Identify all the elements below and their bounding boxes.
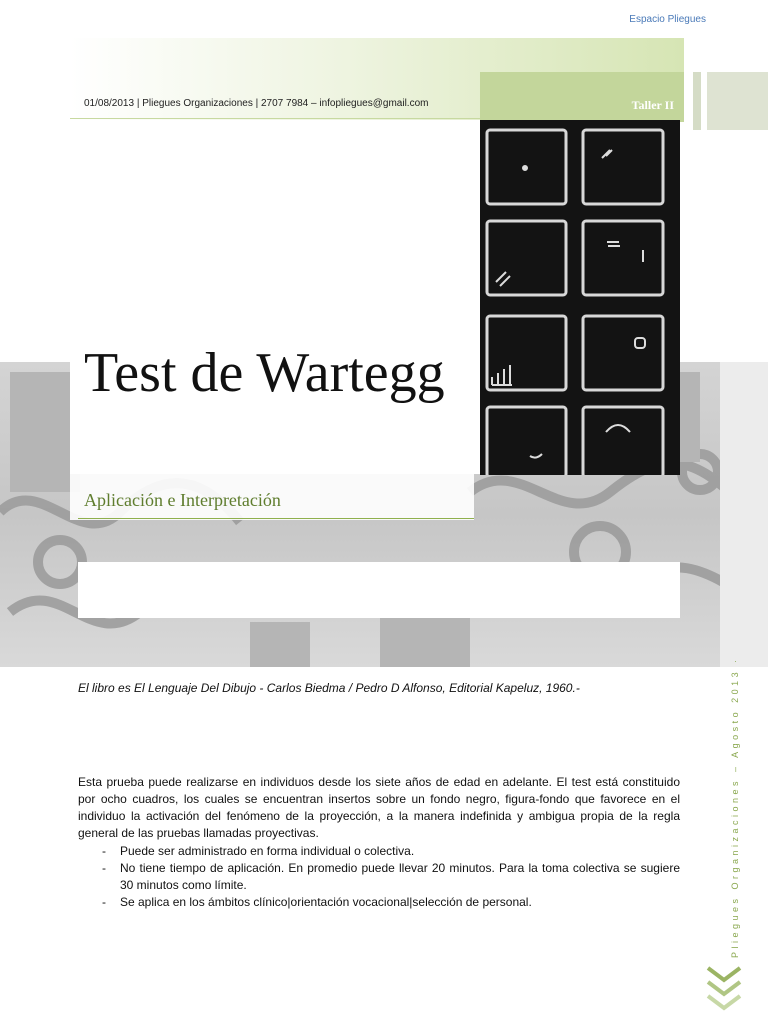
list-item <box>78 860 680 894</box>
list-item-marker: - <box>102 895 106 909</box>
bullet-list <box>78 843 680 911</box>
header-meta-line: 01/08/2013 | Pliegues Organizaciones | 2707 7984 – infopliegues@gmail.com <box>84 98 429 109</box>
list-item-marker: - <box>102 844 106 858</box>
side-caption-text: Pliegues Organizaciones – Agosto 2013 <box>730 668 740 958</box>
subtitle-divider <box>78 518 474 519</box>
page-subtitle: Aplicación e Interpretación <box>84 490 281 510</box>
workshop-badge: Taller II <box>631 98 674 112</box>
list-item <box>78 843 680 860</box>
page-title: Test de Wartegg <box>84 342 445 404</box>
list-item <box>78 894 680 911</box>
list-item-text: Se aplica en los ámbitos clínico|orientación vocacional|selección de personal. <box>120 895 532 909</box>
decorative-block <box>707 72 768 130</box>
site-name: Espacio Pliegues <box>629 14 706 25</box>
side-caption-end: · <box>730 656 740 663</box>
decorative-bar <box>693 72 701 130</box>
wartegg-test-image <box>480 120 680 475</box>
list-item-text: Puede ser administrado en forma individual o colectiva. <box>120 844 415 858</box>
list-item-marker: - <box>102 861 106 875</box>
blank-card <box>78 562 680 618</box>
side-caption <box>730 656 740 958</box>
header-divider <box>70 118 480 119</box>
book-reference: El libro es El Lenguaje Del Dibujo - Carlos Biedma / Pedro D Alfonso, Editorial Kapeluz, 1960.- <box>78 681 580 695</box>
list-item-text: No tiene tiempo de aplicación. En promedio puede llevar 20 minutos. Para la toma colectiva se sugiere 30 minutos como límite. <box>120 861 680 892</box>
intro-paragraph: Esta prueba puede realizarse en individuos desde los siete años de edad en adelante. El test está constituido por ocho cuadros, los cuales se encuentran insertos sobre un fondo negro, figura-fondo que favorece en el individuo la activación del fenómeno de la proyección, a la manera indefinida y ambigua propia de la regla general de las pruebas llamadas proyectivas. <box>78 775 680 840</box>
chevrons-down-icon <box>706 966 742 1016</box>
accent-column <box>480 72 684 122</box>
